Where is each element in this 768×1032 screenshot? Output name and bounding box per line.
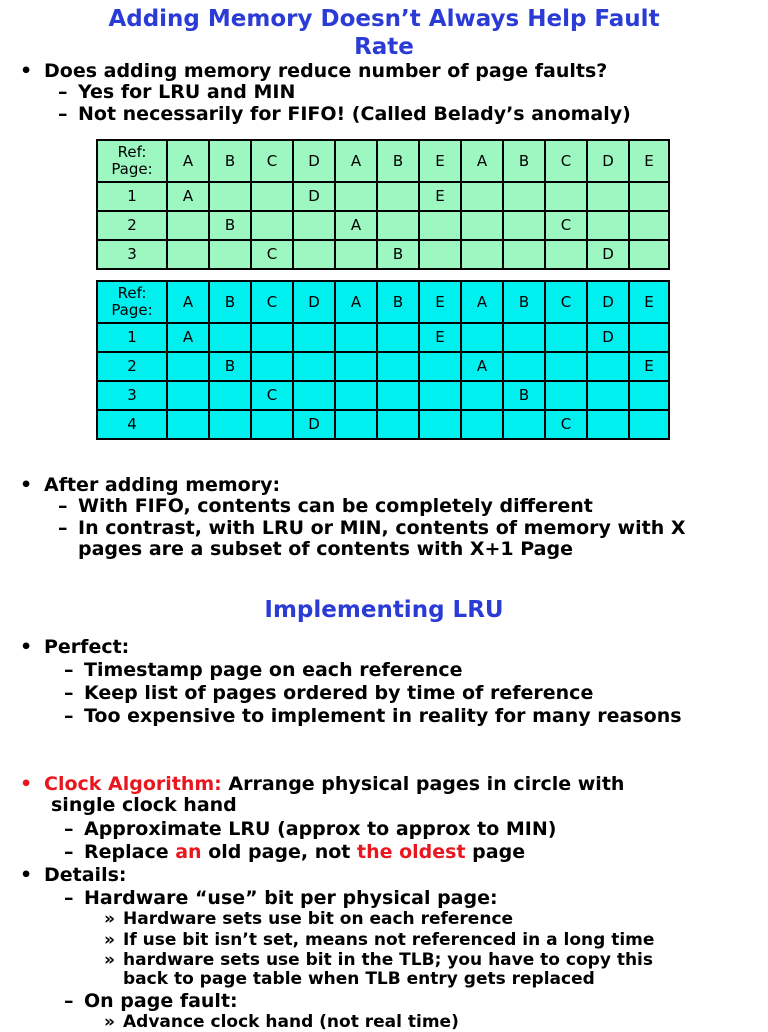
frame-cell	[545, 381, 587, 410]
clock-algorithm-label: Clock Algorithm:	[44, 773, 222, 795]
frame-cell	[251, 323, 293, 352]
frame-number: 1	[97, 323, 167, 352]
frame-cell	[167, 410, 209, 439]
frame-row	[97, 211, 669, 240]
frame-cell	[461, 323, 503, 352]
frame-cell	[503, 323, 545, 352]
double-arrow-icon: »	[104, 930, 115, 950]
dash-icon: –	[64, 990, 74, 1012]
reference-cell: B	[209, 281, 251, 323]
frame-cell: A	[167, 323, 209, 352]
dash-icon: –	[58, 103, 68, 125]
double-arrow-icon: »	[104, 950, 115, 970]
frame-cell	[629, 240, 669, 269]
frame-cell	[293, 352, 335, 381]
frame-row	[97, 352, 669, 381]
sub-item: – With FIFO, contents can be completely different	[58, 495, 593, 517]
bullet-icon: •	[20, 864, 33, 886]
bullet-item: • Clock Algorithm: Arrange physical pages in circle with	[20, 773, 625, 795]
frame-number: 2	[97, 211, 167, 240]
frame-cell	[251, 211, 293, 240]
frame-cell	[377, 323, 419, 352]
frame-cell: B	[209, 211, 251, 240]
frame-cell	[167, 352, 209, 381]
frame-cell: E	[419, 323, 461, 352]
reference-cell: A	[335, 140, 377, 182]
frame-cell	[545, 323, 587, 352]
frame-cell: E	[419, 182, 461, 211]
bullet-icon: •	[20, 60, 33, 82]
frame-number: 3	[97, 381, 167, 410]
sub-item: – Hardware “use” bit per physical page:	[64, 887, 498, 909]
frame-row	[97, 381, 669, 410]
frame-cell: A	[461, 352, 503, 381]
frame-cell: D	[587, 323, 629, 352]
frame-cell: A	[167, 182, 209, 211]
frame-cell	[377, 182, 419, 211]
page-reference-table-4-frames	[96, 280, 670, 440]
frame-cell: D	[293, 182, 335, 211]
frame-cell: C	[545, 211, 587, 240]
detail-item: » hardware sets use bit in the TLB; you have to copy this	[104, 950, 653, 970]
frame-cell	[335, 240, 377, 269]
frame-cell: B	[503, 381, 545, 410]
bullet-icon: •	[20, 636, 33, 658]
frame-cell	[419, 410, 461, 439]
frame-cell	[293, 381, 335, 410]
frame-number: 3	[97, 240, 167, 269]
frame-cell	[377, 381, 419, 410]
header-label-line: Ref:	[117, 284, 147, 302]
reference-cell: B	[503, 281, 545, 323]
dash-icon: –	[58, 495, 68, 517]
frame-cell	[629, 323, 669, 352]
frame-cell	[335, 381, 377, 410]
slide-title: Adding Memory Doesn’t Always Help Fault	[108, 6, 660, 32]
frame-cell	[251, 410, 293, 439]
sub-item: – Yes for LRU and MIN	[58, 81, 296, 103]
section-title: Implementing LRU	[264, 597, 504, 623]
reference-cell: A	[335, 281, 377, 323]
frame-cell	[587, 211, 629, 240]
sub-item: – Not necessarily for FIFO! (Called Belady’s anomaly)	[58, 103, 631, 125]
detail-item: » If use bit isn’t set, means not referenced in a long time	[104, 930, 655, 950]
dash-icon: –	[64, 682, 74, 704]
reference-cell: B	[377, 140, 419, 182]
frame-cell	[587, 182, 629, 211]
detail-item: » Hardware sets use bit on each reference	[104, 909, 514, 929]
frame-row	[97, 410, 669, 439]
frame-cell	[629, 182, 669, 211]
frame-number: 1	[97, 182, 167, 211]
frame-cell	[209, 410, 251, 439]
frame-cell	[377, 352, 419, 381]
frame-cell	[629, 410, 669, 439]
frame-cell	[545, 182, 587, 211]
header-row	[97, 140, 669, 182]
header-label-line: Ref:	[117, 143, 147, 161]
frame-cell	[587, 410, 629, 439]
bullet-item: • Details:	[20, 864, 127, 886]
detail-item: » Advance clock hand (not real time)	[104, 1012, 459, 1032]
frame-cell: D	[293, 410, 335, 439]
frame-cell	[587, 381, 629, 410]
reference-cell: A	[461, 281, 503, 323]
detail-item-continuation: back to page table when TLB entry gets replaced	[123, 969, 595, 989]
dash-icon: –	[58, 81, 68, 103]
frame-cell: C	[251, 381, 293, 410]
frame-cell: B	[377, 240, 419, 269]
frame-cell: B	[209, 352, 251, 381]
frame-cell	[335, 410, 377, 439]
frame-row	[97, 323, 669, 352]
frame-cell: A	[335, 211, 377, 240]
reference-cell: D	[293, 281, 335, 323]
sub-item-continuation: pages are a subset of contents with X+1 Page	[78, 538, 573, 560]
frame-row	[97, 240, 669, 269]
frame-cell	[629, 211, 669, 240]
frame-cell	[209, 381, 251, 410]
ref-page-label	[97, 140, 167, 182]
reference-cell: A	[461, 140, 503, 182]
reference-cell: E	[629, 140, 669, 182]
sub-item: – On page fault:	[64, 990, 238, 1012]
reference-cell: B	[209, 140, 251, 182]
double-arrow-icon: »	[104, 1012, 115, 1032]
frame-cell	[251, 182, 293, 211]
frame-cell	[587, 352, 629, 381]
reference-cell: E	[419, 140, 461, 182]
slide-title-line2: Rate	[354, 34, 414, 60]
header-label-line: Page:	[111, 160, 153, 178]
bullet-icon: •	[20, 773, 33, 795]
frame-cell	[377, 410, 419, 439]
frame-cell	[545, 352, 587, 381]
dash-icon: –	[64, 887, 74, 909]
page-reference-table-3-frames	[96, 139, 670, 270]
sub-item: – Too expensive to implement in reality for many reasons	[64, 705, 682, 727]
dash-icon: –	[64, 818, 74, 840]
bullet-continuation: single clock hand	[51, 794, 237, 816]
frame-cell	[503, 352, 545, 381]
bullet-icon: •	[20, 474, 33, 496]
frame-cell	[461, 381, 503, 410]
frame-cell: E	[629, 352, 669, 381]
frame-number: 4	[97, 410, 167, 439]
frame-cell	[545, 240, 587, 269]
reference-cell: D	[293, 140, 335, 182]
double-arrow-icon: »	[104, 909, 115, 929]
reference-cell: E	[419, 281, 461, 323]
frame-cell	[167, 381, 209, 410]
frame-cell	[209, 240, 251, 269]
dash-icon: –	[64, 705, 74, 727]
bullet-item: • After adding memory:	[20, 474, 281, 496]
reference-cell: D	[587, 140, 629, 182]
frame-row	[97, 182, 669, 211]
frame-cell	[293, 323, 335, 352]
frame-cell	[419, 352, 461, 381]
sub-item: – Replace an old page, not the oldest page	[64, 841, 526, 863]
reference-cell: C	[251, 281, 293, 323]
frame-cell	[167, 211, 209, 240]
frame-cell	[209, 182, 251, 211]
sub-item: – In contrast, with LRU or MIN, contents of memory with X	[58, 517, 686, 539]
frame-cell: C	[251, 240, 293, 269]
sub-item: – Keep list of pages ordered by time of reference	[64, 682, 594, 704]
reference-cell: B	[503, 140, 545, 182]
frame-cell: D	[587, 240, 629, 269]
sub-item: – Timestamp page on each reference	[64, 659, 463, 681]
frame-cell	[419, 211, 461, 240]
ref-page-label	[97, 281, 167, 323]
reference-cell: C	[545, 140, 587, 182]
reference-cell: B	[377, 281, 419, 323]
frame-cell	[419, 240, 461, 269]
bullet-item: • Does adding memory reduce number of page faults?	[20, 60, 608, 82]
reference-cell: E	[629, 281, 669, 323]
dash-icon: –	[58, 517, 68, 539]
dash-icon: –	[64, 841, 74, 863]
frame-cell	[503, 240, 545, 269]
frame-cell	[293, 240, 335, 269]
frame-cell	[377, 211, 419, 240]
bullet-item: • Perfect:	[20, 636, 130, 658]
sub-item: – Approximate LRU (approx to approx to MIN)	[64, 818, 557, 840]
reference-cell: C	[545, 281, 587, 323]
reference-cell: A	[167, 281, 209, 323]
frame-cell	[251, 352, 293, 381]
frame-cell	[293, 211, 335, 240]
frame-cell	[335, 352, 377, 381]
frame-cell	[503, 410, 545, 439]
frame-cell	[503, 182, 545, 211]
dash-icon: –	[64, 659, 74, 681]
frame-cell	[461, 182, 503, 211]
reference-cell: C	[251, 140, 293, 182]
frame-cell	[209, 323, 251, 352]
frame-cell	[167, 240, 209, 269]
header-label-line: Page:	[111, 301, 153, 319]
header-row	[97, 281, 669, 323]
frame-cell	[461, 410, 503, 439]
reference-cell: A	[167, 140, 209, 182]
reference-cell: D	[587, 281, 629, 323]
frame-cell	[335, 182, 377, 211]
frame-cell: C	[545, 410, 587, 439]
frame-cell	[461, 211, 503, 240]
frame-cell	[335, 323, 377, 352]
frame-cell	[629, 381, 669, 410]
frame-cell	[419, 381, 461, 410]
frame-number: 2	[97, 352, 167, 381]
frame-cell	[461, 240, 503, 269]
frame-cell	[503, 211, 545, 240]
